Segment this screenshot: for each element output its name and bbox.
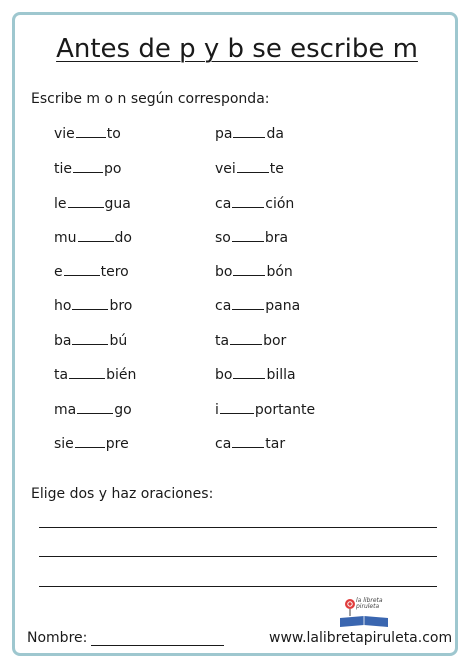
word-item-left-10 — [54, 436, 129, 452]
sentence-line-3[interactable] — [39, 586, 437, 587]
word-suffix: bra — [264, 230, 289, 246]
letter-blank[interactable] — [75, 447, 105, 448]
letter-blank[interactable] — [69, 378, 105, 379]
word-item-left-9 — [54, 402, 132, 418]
letter-blank[interactable] — [233, 378, 265, 379]
letter-blank[interactable] — [233, 275, 265, 276]
word-prefix: i — [215, 402, 219, 418]
word-suffix: pre — [105, 436, 129, 452]
word-item-left-7 — [54, 333, 127, 349]
word-prefix: mu — [54, 230, 77, 246]
word-item-left-5 — [54, 264, 129, 280]
word-prefix: vie — [54, 126, 75, 142]
sentence-line-1[interactable] — [39, 527, 437, 528]
logo-text: la libreta piruleta — [356, 597, 383, 610]
word-prefix: ca — [215, 298, 232, 314]
letter-blank[interactable] — [220, 413, 254, 414]
word-item-left-1 — [54, 126, 121, 142]
word-suffix: gua — [104, 196, 131, 212]
letter-blank[interactable] — [76, 137, 106, 138]
word-item-left-3 — [54, 196, 131, 212]
word-suffix: go — [114, 402, 132, 418]
word-prefix: ba — [54, 333, 72, 349]
word-item-right-7 — [215, 333, 286, 349]
instruction-fill-letters: Escribe m o n según corresponda: — [31, 91, 270, 107]
word-item-left-6 — [54, 298, 132, 314]
instruction-sentences: Elige dos y haz oraciones: — [31, 486, 214, 502]
word-prefix: ca — [215, 436, 232, 452]
website-url[interactable]: www.lalibretapiruleta.com — [269, 630, 453, 646]
letter-blank[interactable] — [233, 137, 265, 138]
word-item-right-10 — [215, 436, 285, 452]
letter-blank[interactable] — [232, 447, 264, 448]
word-prefix: ma — [54, 402, 77, 418]
nombre-input-line[interactable] — [91, 645, 224, 646]
worksheet-title-wrap — [0, 34, 474, 64]
word-prefix: pa — [215, 126, 233, 142]
word-suffix: ción — [265, 196, 295, 212]
word-item-left-4 — [54, 230, 132, 246]
word-suffix: da — [266, 126, 284, 142]
word-suffix: billa — [266, 367, 296, 383]
nombre-label: Nombre: — [27, 630, 88, 646]
word-suffix: bro — [109, 298, 133, 314]
word-prefix: vei — [215, 161, 236, 177]
letter-blank[interactable] — [232, 207, 264, 208]
word-prefix: bo — [215, 264, 233, 280]
lollipop-icon — [345, 599, 355, 609]
word-prefix: tie — [54, 161, 72, 177]
word-suffix: tero — [100, 264, 129, 280]
word-prefix: so — [215, 230, 231, 246]
word-suffix: pana — [265, 298, 301, 314]
word-prefix: e — [54, 264, 63, 280]
word-prefix: bo — [215, 367, 233, 383]
word-item-right-3 — [215, 196, 294, 212]
word-item-right-5 — [215, 264, 293, 280]
word-item-left-2 — [54, 161, 121, 177]
letter-blank[interactable] — [237, 172, 269, 173]
word-suffix: tar — [265, 436, 286, 452]
letter-blank[interactable] — [72, 309, 108, 310]
letter-blank[interactable] — [64, 275, 100, 276]
word-item-right-4 — [215, 230, 288, 246]
word-suffix: te — [269, 161, 284, 177]
word-prefix: ho — [54, 298, 72, 314]
word-suffix: portante — [254, 402, 316, 418]
word-suffix: po — [104, 161, 122, 177]
word-prefix: sie — [54, 436, 74, 452]
word-prefix: ta — [54, 367, 69, 383]
worksheet-title: Antes de p y b se escribe m — [56, 34, 418, 64]
word-prefix: le — [54, 196, 67, 212]
word-suffix: bú — [109, 333, 128, 349]
letter-blank[interactable] — [73, 172, 103, 173]
word-item-right-8 — [215, 367, 296, 383]
letter-blank[interactable] — [232, 309, 264, 310]
word-suffix: do — [114, 230, 132, 246]
letter-blank[interactable] — [72, 344, 108, 345]
word-suffix: bor — [263, 333, 287, 349]
letter-blank[interactable] — [230, 344, 262, 345]
sentence-line-2[interactable] — [39, 556, 437, 557]
word-suffix: bón — [266, 264, 293, 280]
letter-blank[interactable] — [78, 241, 114, 242]
letter-blank[interactable] — [232, 241, 264, 242]
letter-blank[interactable] — [77, 413, 113, 414]
letter-blank[interactable] — [68, 207, 104, 208]
word-prefix: ta — [215, 333, 230, 349]
word-suffix: to — [106, 126, 121, 142]
word-item-left-8 — [54, 367, 136, 383]
word-item-right-6 — [215, 298, 300, 314]
word-prefix: ca — [215, 196, 232, 212]
word-item-right-1 — [215, 126, 284, 142]
word-item-right-2 — [215, 161, 284, 177]
word-suffix: bién — [106, 367, 137, 383]
word-item-right-9 — [215, 402, 315, 418]
